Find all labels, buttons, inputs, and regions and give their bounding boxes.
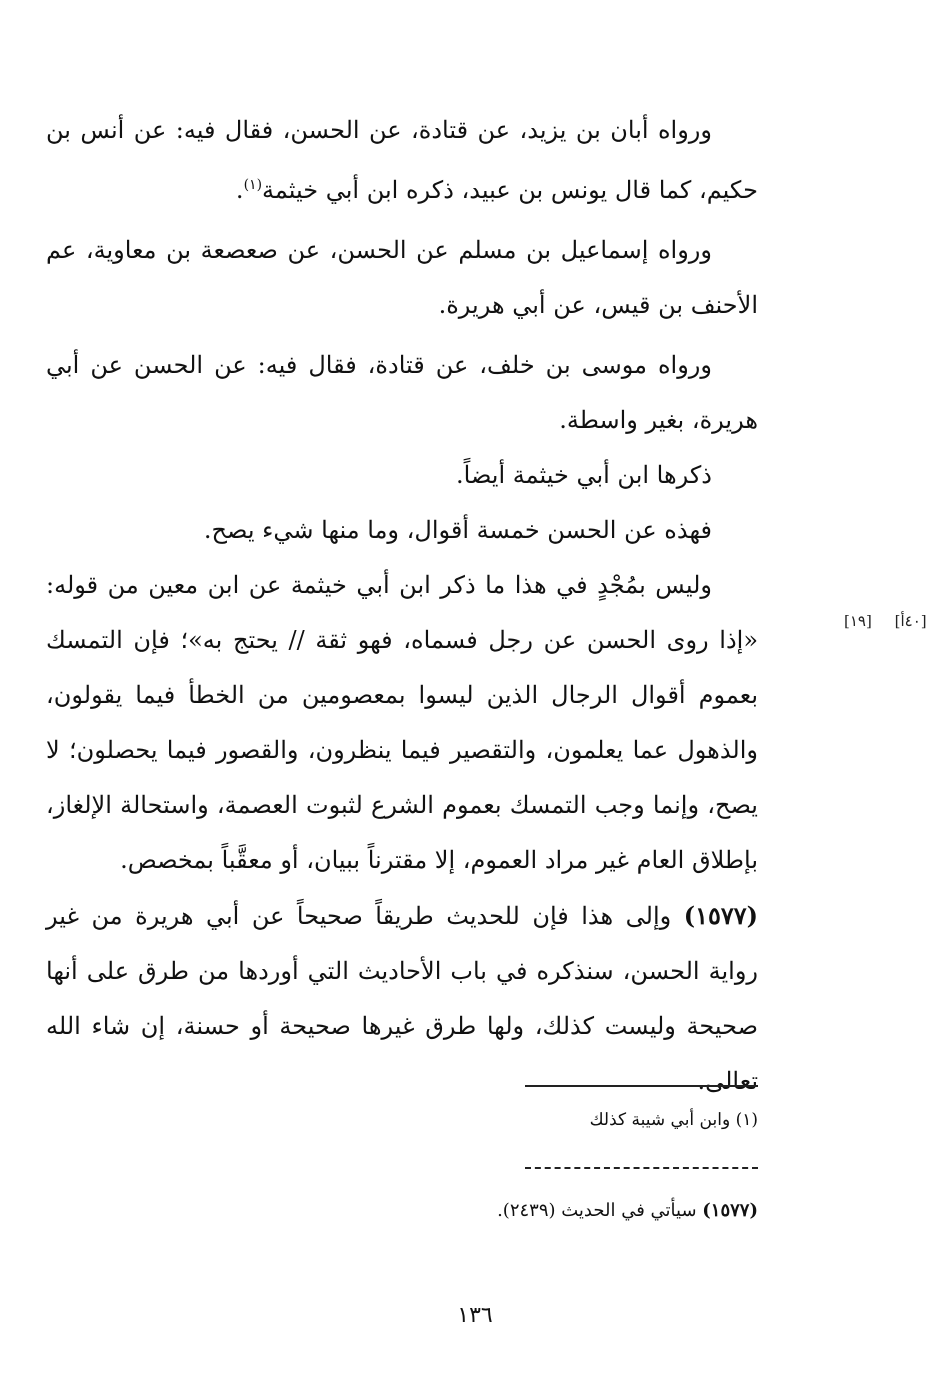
margin-references [826,612,927,630]
commentary-number: (١٥٧٧) [702,1200,758,1221]
paragraph-1-text: ورواه أبان بن يزيد، عن قتادة، عن الحسن، فقال فيه: عن أنس بن حكيم، كما قال يونس بن عبيد، ذكره ابن أبي خيثمة [46,116,758,204]
commentary-note [497,1200,758,1221]
paragraph-5: فهذه عن الحسن خمسة أقوال، وما منها شيء يصح. [203,516,712,544]
main-text [46,103,758,1109]
paragraph-7-text: وإلى هذا فإن للحديث طريقاً صحيحاً عن أبي هريرة من غير رواية الحسن، سنذكره في باب الأحاديث التي أوردها من طرق على أنها صحيحة وليست كذلك، ولها طرق غيرها صحيحة أو حسنة، إن شاء الله تعالى. [46,902,758,1095]
footnote-1-text: وابن أبي شيبة كذلك [589,1110,731,1130]
footnote-1 [590,1110,758,1130]
hadith-number: (١٥٧٧) [683,901,758,930]
paragraph-3: ورواه موسى بن خلف، عن قتادة، فقال فيه: عن الحسن عن أبي هريرة، بغير واسطة. [46,351,758,434]
paragraph-6: وليس بمُجْدٍ في هذا ما ذكر ابن أبي خيثمة عن ابن معين من قوله: «إذا روى الحسن عن رجل فسماه، فهو ثقة // يحتج به»؛ فإن التمسك بعموم أقوال الرجال الذين ليسوا بمعصومين من الخطأ فيما يقولون، والذهول عما يعلمون، والتقصير فيما ينظرون، والقصور فيما يحصلون؛ لا يصح، وإنما وجب التمسك بعموم الشرع لثبوت العصمة، واستحالة الإلغاز، بإطلاق العام غير مراد العموم، إلا مقترناً ببيان، أو معقَّباً بمخصص. [46,571,758,874]
paragraph-2: ورواه إسماعيل بن مسلم عن الحسن، عن صعصعة بن معاوية، عم الأحنف بن قيس، عن أبي هريرة. [46,236,758,319]
paragraph-1 [46,103,758,218]
paragraph-7 [46,888,758,1109]
commentary-separator [525,1167,758,1169]
page-number: ١٣٦ [457,1303,493,1328]
margin-ref-folio: [٤٠أ] [894,612,927,630]
paragraph-1-end: . [235,176,244,204]
footnote-separator [525,1085,758,1087]
margin-ref-page: [١٩] [844,612,872,630]
footnote-1-marker: (١) [735,1110,758,1130]
paragraph-4: ذكرها ابن أبي خيثمة أيضاً. [456,461,712,489]
commentary-text: سيأتي في الحديث (٢٤٣٩). [497,1200,697,1221]
footnote-ref-1[interactable]: (١) [243,177,263,193]
